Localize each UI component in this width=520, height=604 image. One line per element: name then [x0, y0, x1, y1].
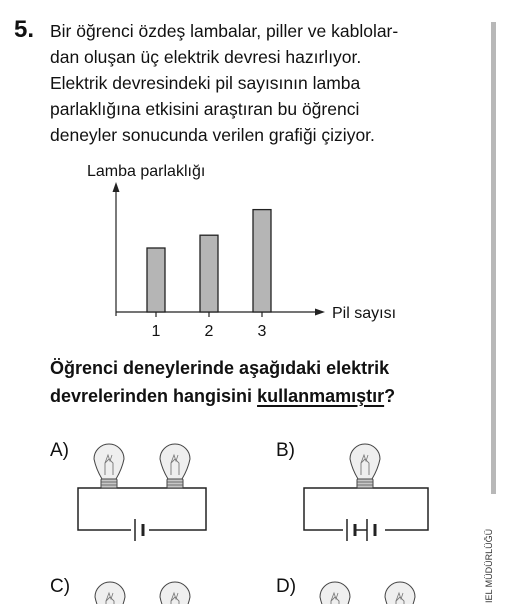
option-b-label[interactable]: B) — [276, 440, 295, 461]
question-line: parlaklığına etkisini araştıran bu öğrenci — [50, 99, 360, 119]
question-prompt — [50, 354, 395, 410]
bar — [147, 248, 165, 312]
x-tick-label: 2 — [204, 323, 214, 340]
bar — [253, 210, 271, 312]
question-line: deneyler sonucunda verilen grafiği çiziyor. — [50, 125, 375, 145]
circuit-c — [95, 582, 190, 604]
battery-gap — [131, 526, 149, 534]
bar-chart — [80, 158, 420, 343]
y-axis-arrow — [113, 182, 120, 192]
x-tick-label: 3 — [257, 323, 267, 340]
question-line: dan oluşan üç elektrik devresi hazırlıyor. — [50, 47, 362, 67]
bulb-icon — [385, 582, 415, 604]
battery-gap — [343, 526, 385, 534]
bulb-icon — [160, 582, 190, 604]
circuit-d — [320, 582, 415, 604]
question-line: Elektrik devresindeki pil sayısının lamba — [50, 73, 361, 93]
question-line: Bir öğrenci özdeş lambalar, piller ve kablolar- — [50, 21, 399, 41]
bar — [200, 235, 218, 312]
x-axis-arrow — [315, 309, 325, 316]
y-axis-label: Lamba parlaklığı — [87, 163, 206, 180]
circuit-wire — [304, 488, 428, 530]
bulb-icon — [95, 582, 125, 604]
prompt-emphasis: kullanmamıştır — [257, 386, 385, 406]
circuit-b — [304, 444, 428, 541]
circuit-a — [78, 444, 206, 541]
prompt-line — [50, 382, 395, 410]
prompt-mark: ? — [384, 386, 396, 406]
bulb-icon — [350, 444, 380, 488]
x-axis-label: Pil sayısı — [332, 305, 397, 322]
question-number: 5. — [14, 16, 35, 43]
question-text — [50, 18, 470, 148]
bulb-icon — [94, 444, 124, 488]
option-d-label[interactable]: D) — [276, 576, 297, 597]
circuit-wire — [78, 488, 206, 530]
margin-text: IEL MÜDÜRLÜĞÜ — [484, 528, 494, 603]
bulb-icon — [320, 582, 350, 604]
bulb-icon — [160, 444, 190, 488]
option-a-label[interactable]: A) — [50, 440, 69, 461]
margin-bar — [491, 22, 496, 494]
prompt-line: Öğrenci deneylerinde aşağıdaki elektrik — [50, 358, 390, 378]
option-c-label[interactable]: C) — [50, 576, 71, 597]
x-tick-label: 1 — [151, 323, 161, 340]
prompt-text: devrelerinden hangisini — [50, 386, 258, 406]
